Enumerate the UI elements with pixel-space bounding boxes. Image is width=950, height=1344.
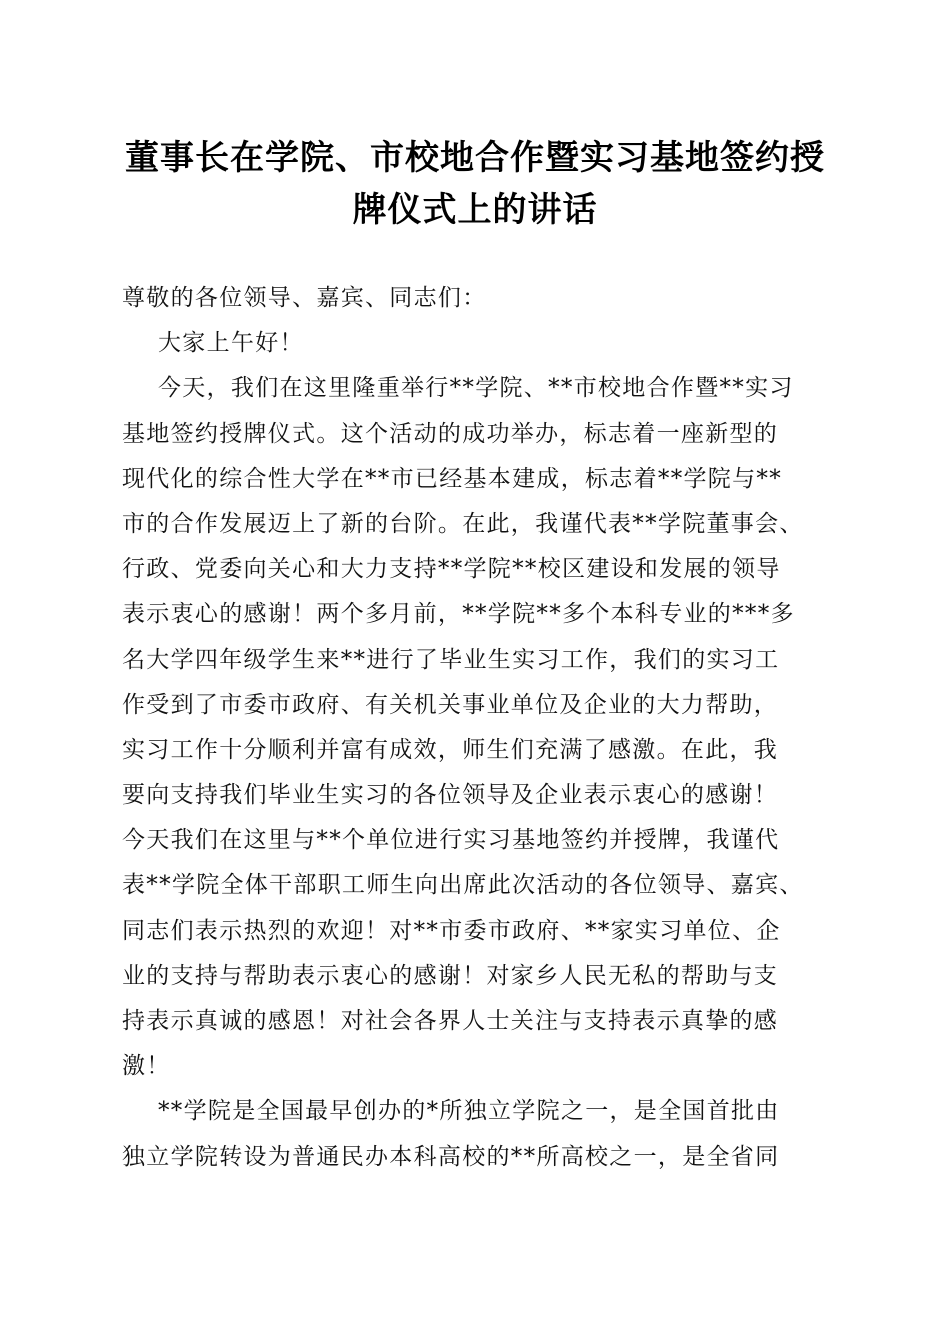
text-line: 市的合作发展迈上了新的台阶。在此，我谨代表**学院董事会、 — [122, 510, 804, 537]
title-line-1: 董事长在学院、市校地合作暨实习基地签约授 — [125, 138, 825, 178]
text-line: 名大学四年级学生来**进行了毕业生实习工作，我们的实习工 — [122, 646, 780, 673]
text-line: 表**学院全体干部职工师生向出席此次活动的各位领导、嘉宾、 — [122, 872, 804, 899]
text-line: 持表示真诚的感恩！对社会各界人士关注与支持表示真挚的感 — [122, 1008, 779, 1034]
salutation: 尊敬的各位领导、嘉宾、同志们： — [122, 285, 487, 311]
page-title — [100, 132, 850, 236]
text-line: 现代化的综合性大学在**市已经基本建成，标志着**学院与** — [122, 465, 782, 492]
text-line: 表示衷心的感谢！两个多月前，**学院**多个本科专业的***多 — [122, 601, 795, 628]
text-line: 独立学院转设为普通民办本科高校的**所高校之一，是全省同 — [122, 1143, 780, 1170]
text-line: 业的支持与帮助表示衷心的感谢！对家乡人民无私的帮助与支 — [122, 962, 779, 989]
text-line: 要向支持我们毕业生实习的各位领导及企业表示衷心的感谢！ — [122, 782, 779, 809]
title-line-2: 牌仪式上的讲话 — [352, 190, 598, 230]
text-line: 基地签约授牌仪式。这个活动的成功举办，标志着一座新型的 — [122, 420, 779, 447]
text-line: 实习工作十分顺利并富有成效，师生们充满了感激。在此，我 — [122, 736, 779, 763]
text-line: 同志们表示热烈的欢迎！对**市委市政府、**家实习单位、企 — [122, 917, 781, 944]
text-line: 今天我们在这里与**个单位进行实习基地签约并授牌，我谨代 — [122, 827, 780, 854]
text-line: 今天，我们在这里隆重举行**学院、**市校地合作暨**实习 — [158, 375, 794, 402]
text-line: 作受到了市委市政府、有关机关事业单位及企业的大力帮助， — [122, 691, 779, 718]
text-line: 激！ — [122, 1053, 171, 1080]
greeting: 大家上午好！ — [158, 330, 304, 357]
speech-body — [122, 276, 842, 1180]
text-line: 行政、党委向关心和大力支持**学院**校区建设和发展的领导 — [122, 556, 781, 583]
text-line: **学院是全国最早创办的*所独立学院之一，是全国首批由 — [158, 1098, 780, 1125]
